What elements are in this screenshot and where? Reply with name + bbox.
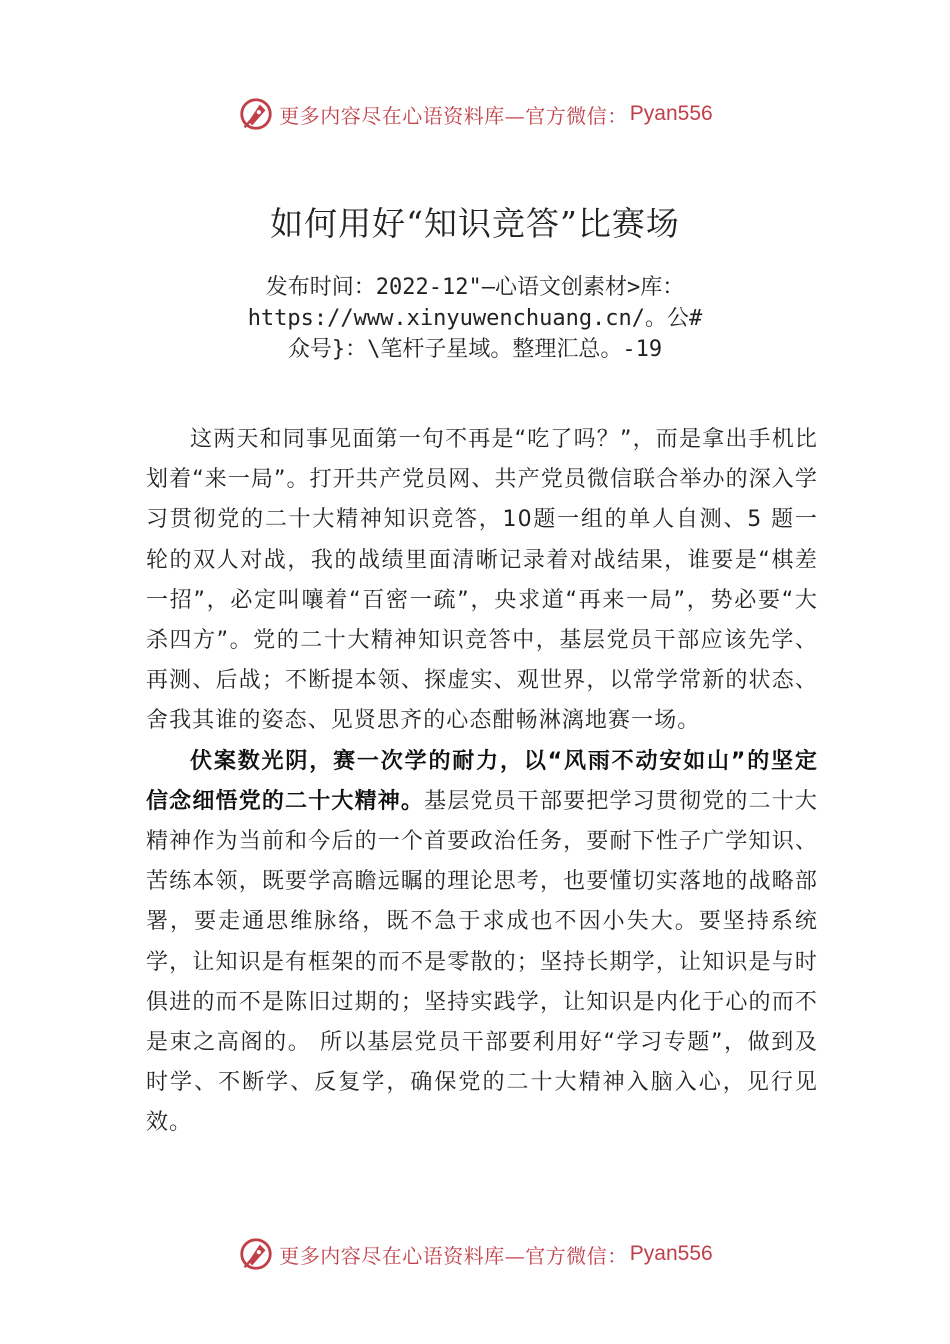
- pen-nib-logo-icon: [237, 1235, 275, 1273]
- footer-banner: [0, 1232, 950, 1276]
- article-title: 如何用好“知识竞答”比赛场: [270, 204, 680, 243]
- publish-meta: [0, 272, 950, 365]
- paragraph-2-lead: 伏案数光阴，赛一次学的耐力，以“风雨不动安如山”的坚定信念细悟党的二十大精神。: [146, 748, 818, 814]
- header-banner: [0, 92, 950, 136]
- banner-text: 更多内容尽在心语资料库—官方微信：: [279, 1243, 628, 1268]
- meta-line: 众号}：\笔杆子星域。整理汇总。-19: [287, 337, 663, 362]
- banner-wechat-id: Pyan556: [629, 1242, 713, 1265]
- banner-wechat-id: Pyan556: [629, 102, 713, 125]
- pen-nib-logo-icon: [237, 95, 275, 133]
- meta-line: https://www.xinyuwenchuang.cn/。公#: [247, 306, 703, 331]
- meta-line: 发布时间：2022-12"—心语文创素材>库：: [265, 275, 685, 300]
- paragraph-2: [146, 742, 818, 1144]
- article-body: [146, 420, 818, 1144]
- banner-text: 更多内容尽在心语资料库—官方微信：: [279, 103, 628, 128]
- paragraph-1: 这两天和同事见面第一句不再是“吃了吗？”，而是拿出手机比划着“来一局”。打开共产党员网、共产党员微信联合举办的深入学习贯彻党的二十大精神知识竞答，10题一组的单人自测、5 题一轮的双人对战，我的战绩里面清晰记录着对战结果，谁要是“棋差一招”，必定叫嚷着“百密一疏”，央求道“再来一局”，势必要“大杀四方”。党的二十大精神知识竞答中，基层党员干部应该先学、再测、后战；不断提本领、探虚实、观世界，以常学常新的状态、舍我其谁的姿态、见贤思齐的心态酣畅淋漓地赛一场。: [146, 427, 818, 734]
- paragraph-2-text: 基层党员干部要把学习贯彻党的二十大精神作为当前和今后的一个首要政治任务，要耐下性子广学知识、苦练本领，既要学高瞻远瞩的理论思考，也要懂切实落地的战略部署，要走通思维脉络，既不急于求成也不因小失大。要坚持系统学，让知识是有框架的而不是零散的；坚持长期学，让知识是与时俱进的而不是陈旧过期的；坚持实践学，让知识是内化于心的而不是束之高阁的。 所以基层党员干部要利用好“学习专题”，做到及时学、不断学、反复学，确保党的二十大精神入脑入心，见行见效。: [146, 788, 819, 1136]
